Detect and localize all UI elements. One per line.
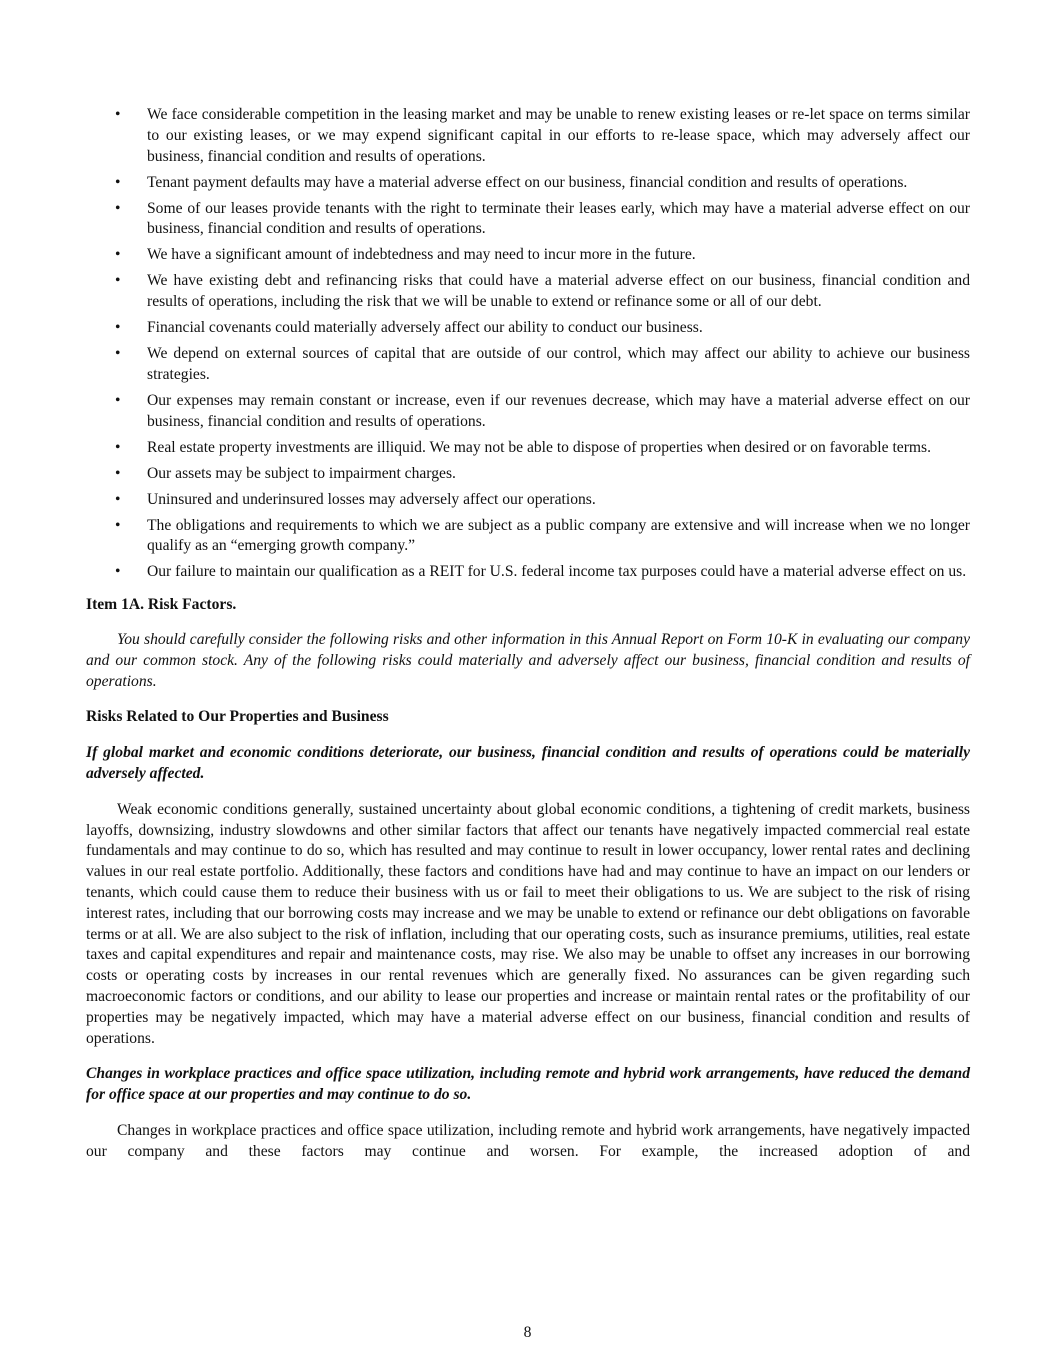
intro-paragraph: You should carefully consider the following risks and other information in this Annual Report on Form 10-K in evaluating our company and our common stock. Any of the following risks could materially and adversely affect our business, financial condition and results of operations. (86, 630, 970, 690)
item-heading: Item 1A. Risk Factors. (86, 596, 237, 614)
bullet-icon: • (115, 173, 121, 191)
bullet-text: Some of our leases provide tenants with the right to terminate their leases early, which may have a material adverse effect on our business, financial condition and results of operations. (147, 199, 970, 238)
list-item (86, 105, 970, 167)
bullet-icon: • (115, 516, 121, 534)
bullet-icon: • (115, 345, 121, 363)
bullet-text: We have a significant amount of indebtedness and may need to incur more in the future. (147, 246, 696, 264)
list-item (86, 245, 970, 266)
page-number: 8 (523, 1324, 532, 1341)
list-item (86, 199, 970, 241)
bullet-text: Uninsured and underinsured losses may adversely affect our operations. (147, 490, 596, 508)
bullet-icon: • (115, 464, 121, 482)
bullet-icon: • (115, 438, 121, 456)
bullet-icon: • (115, 106, 121, 123)
bullet-text: The obligations and requirements to which we are subject as a public company are extensive and will increase when we no longer qualify as an “emerging growth company.” (147, 516, 970, 555)
risk-heading: If global market and economic conditions deteriorate, our business, financial condition and results of operations could be materially adversely affected. (86, 744, 970, 782)
risk-summary-list (86, 105, 970, 583)
bullet-text: We face considerable competition in the leasing market and may be unable to renew existing leases or re-let space on terms similar to our existing leases, or we may expend significant capital in our efforts to re-lease space, which may adversely affect our business, financial condition and results of operations. (147, 106, 970, 165)
list-item (86, 464, 970, 485)
bullet-text: Our expenses may remain constant or increase, even if our revenues decrease, which may have a material adverse effect on our business, financial condition and results of operations. (147, 391, 970, 430)
bullet-text: Real estate property investments are illiquid. We may not be able to dispose of properties when desired or on favorable terms. (147, 438, 931, 456)
list-item (86, 516, 970, 558)
bullet-icon: • (115, 246, 121, 264)
bullet-icon: • (115, 563, 121, 581)
bullet-text: We have existing debt and refinancing risks that could have a material adverse effect on our business, financial condition and results of operations, including the risk that we will be unable to extend or refinance some or all of our debt. (147, 272, 970, 311)
risk-body-paragraph: Changes in workplace practices and office space utilization, including remote and hybrid work arrangements, have negatively impacted our company and these factors may continue and worsen. For example, the increased adoption of and (86, 1121, 970, 1160)
bullet-icon: • (115, 199, 121, 217)
document-page (86, 105, 970, 1163)
list-item (86, 490, 970, 511)
risk-heading: Changes in workplace practices and office space utilization, including remote and hybrid work arrangements, have reduced the demand for office space at our properties and may continue to do so. (86, 1065, 970, 1104)
bullet-icon: • (115, 272, 121, 290)
list-item (86, 391, 970, 433)
bullet-icon: • (115, 490, 121, 508)
bullet-text: Our assets may be subject to impairment charges. (147, 464, 456, 482)
bullet-text: Tenant payment defaults may have a material adverse effect on our business, financial condition and results of operations. (147, 173, 908, 191)
bullet-text: We depend on external sources of capital that are outside of our control, which may affect our ability to achieve our business strategies. (147, 345, 970, 383)
list-item (86, 318, 970, 339)
bullet-text: Financial covenants could materially adversely affect our ability to conduct our business. (147, 319, 703, 337)
risk-body-paragraph: Weak economic conditions generally, sustained uncertainty about global economic conditions, a tightening of credit markets, business layoffs, downsizing, industry slowdowns and other similar factors that affect our tenants have negatively impacted commercial real estate fundamentals and may continue to do so, which has resulted and may continue to result in lower occupancy, lower rental rates and declining values in our real estate portfolio. Additionally, these factors and conditions have had and may continue to have an impact on our lenders or tenants, which could cause them to reduce their business with us or fail to meet their obligations to us. We are subject to the risk of rising interest rates, including that our borrowing costs may increase and we may be unable to extend or refinance our debt obligations on favorable terms or at all. We are also subject to the risk of inflation, including that our operating costs, such as insurance premiums, utilities, real estate taxes and capital expenditures and repair and maintenance costs, may rise. We also may be unable to offset any increases in our borrowing costs or operating costs by increases in our rental revenues which are generally fixed. No assurances can be given regarding such macroeconomic factors or conditions, and our ability to lease our properties and increase or maintain rental rates or the profitability of our properties may be negatively impacted, which may have a material adverse effect on our business, financial condition and results of operations. (86, 800, 970, 1047)
list-item (86, 173, 970, 194)
bullet-text: Our failure to maintain our qualification as a REIT for U.S. federal income tax purposes could have a material adverse effect on us. (147, 563, 967, 581)
bullet-icon: • (115, 391, 121, 409)
list-item (86, 344, 970, 386)
list-item (86, 562, 970, 583)
list-item (86, 271, 970, 313)
section-heading: Risks Related to Our Properties and Business (86, 708, 389, 726)
bullet-icon: • (115, 319, 121, 337)
list-item (86, 438, 970, 459)
